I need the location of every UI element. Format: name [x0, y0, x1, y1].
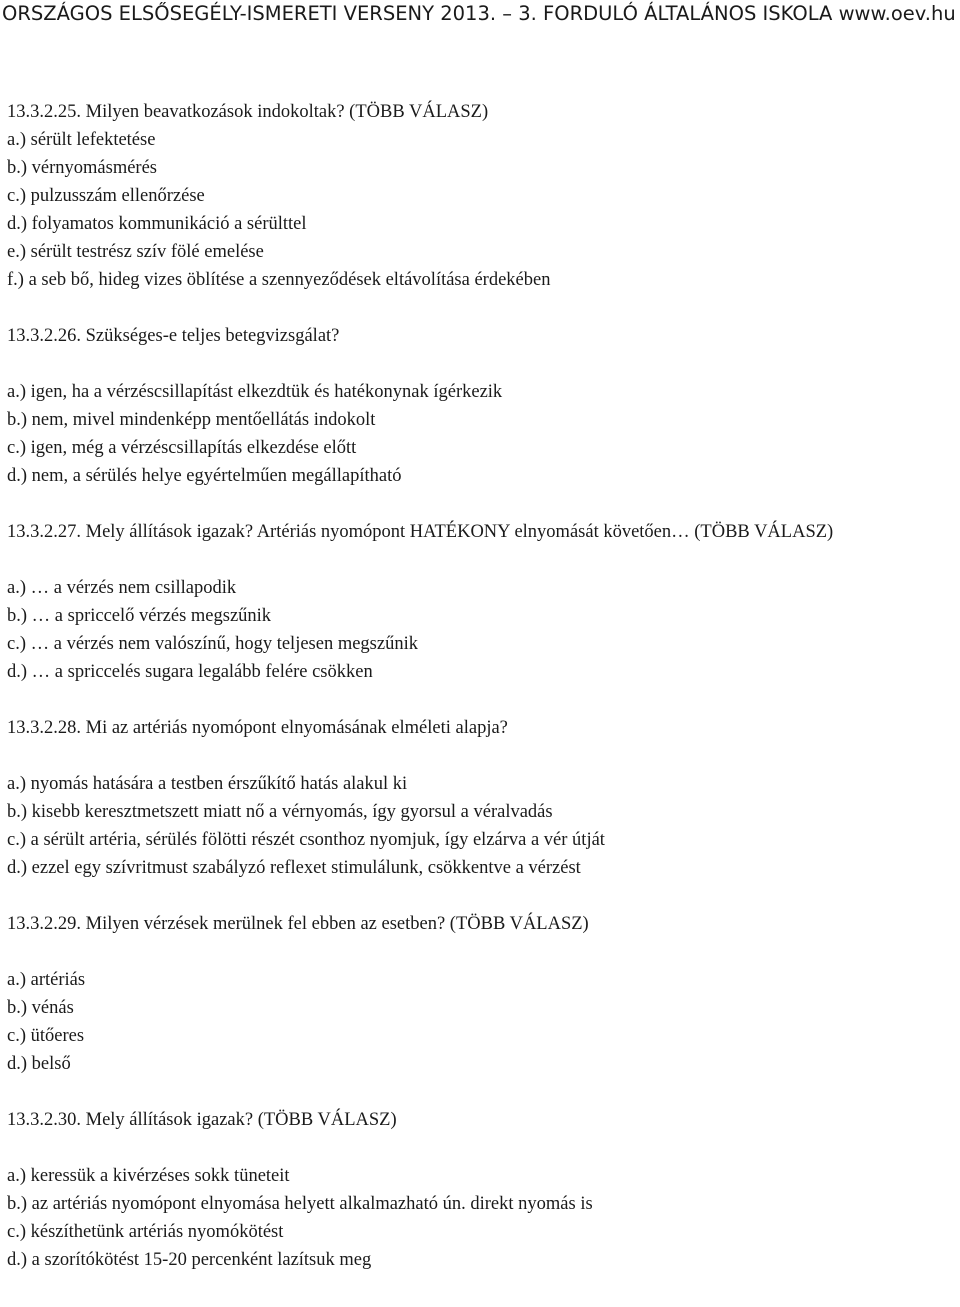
option-item: c.) készíthetünk artériás nyomókötést — [7, 1222, 284, 1242]
option-item: b.) … a spriccelő vérzés megszűnik — [7, 606, 272, 626]
question-title: 13.3.2.25. Milyen beavatkozások indokoltak? (TÖBB VÁLASZ) — [7, 102, 489, 122]
option-item: b.) nem, mivel mindenképp mentőellátás indokolt — [7, 410, 376, 430]
question-title: 13.3.2.27. Mely állítások igazak? Artériás nyomópont HATÉKONY elnyomását követően… (TÖBB VÁLASZ) — [7, 522, 834, 542]
option-item: f.) a seb bő, hideg vizes öblítése a szennyeződések eltávolítása érdekében — [7, 270, 551, 290]
option-list — [7, 770, 957, 882]
option-item: a.) sérült lefektetése — [7, 130, 156, 150]
option-item: b.) vénás — [7, 998, 74, 1018]
question-title: 13.3.2.28. Mi az artériás nyomópont elnyomásának elméleti alapja? — [7, 718, 508, 738]
option-item: c.) igen, még a vérzéscsillapítás elkezdése előtt — [7, 438, 357, 458]
option-list — [7, 126, 957, 294]
option-list — [7, 1162, 957, 1274]
option-item: e.) sérült testrész szív fölé emelése — [7, 242, 264, 262]
question-title: 13.3.2.26. Szükséges-e teljes betegvizsgálat? — [7, 326, 340, 346]
option-item: a.) igen, ha a vérzéscsillapítást elkezdtük és hatékonynak ígérkezik — [7, 382, 503, 402]
question-block — [7, 98, 957, 126]
spacer — [7, 490, 957, 518]
spacer — [7, 686, 957, 714]
option-item: c.) pulzusszám ellenőrzése — [7, 186, 205, 206]
option-list — [7, 378, 957, 490]
spacer — [7, 294, 957, 322]
option-list — [7, 966, 957, 1078]
option-item: a.) … a vérzés nem csillapodik — [7, 578, 237, 598]
option-item: d.) belső — [7, 1054, 71, 1074]
option-item: b.) kisebb keresztmetszett miatt nő a vérnyomás, így gyorsul a véralvadás — [7, 802, 553, 822]
option-item: a.) nyomás hatására a testben érszűkítő hatás alakul ki — [7, 774, 408, 794]
option-list — [7, 574, 957, 686]
option-item: c.) a sérült artéria, sérülés fölötti részét csonthoz nyomjuk, így elzárva a vér útját — [7, 830, 605, 850]
option-item: d.) folyamatos kommunikáció a sérülttel — [7, 214, 307, 234]
question-title: 13.3.2.29. Milyen vérzések merülnek fel ebben az esetben? (TÖBB VÁLASZ) — [7, 914, 589, 934]
question-list — [7, 98, 957, 1274]
option-item: d.) … a spriccelés sugara legalább felére csökken — [7, 662, 373, 682]
spacer — [7, 882, 957, 910]
option-item: c.) ütőeres — [7, 1026, 85, 1046]
spacer — [7, 1078, 957, 1106]
option-item: a.) keressük a kivérzéses sokk tüneteit — [7, 1166, 290, 1186]
option-item: c.) … a vérzés nem valószínű, hogy teljesen megszűnik — [7, 634, 418, 654]
option-item: b.) vérnyomásmérés — [7, 158, 158, 178]
option-item: d.) nem, a sérülés helye egyértelműen megállapítható — [7, 466, 402, 486]
option-item: b.) az artériás nyomópont elnyomása helyett alkalmazható ún. direkt nyomás is — [7, 1194, 593, 1214]
option-item: a.) artériás — [7, 970, 86, 990]
option-item: d.) a szorítókötést 15-20 percenként lazítsuk meg — [7, 1250, 372, 1270]
question-title: 13.3.2.30. Mely állítások igazak? (TÖBB VÁLASZ) — [7, 1110, 397, 1130]
option-item: d.) ezzel egy szívritmust szabályzó reflexet stimulálunk, csökkentve a vérzést — [7, 858, 581, 878]
page-header: ORSZÁGOS ELSŐSEGÉLY-ISMERETI VERSENY 2013. – 3. FORDULÓ ÁLTALÁNOS ISKOLA www.oev.hu — [2, 2, 956, 25]
